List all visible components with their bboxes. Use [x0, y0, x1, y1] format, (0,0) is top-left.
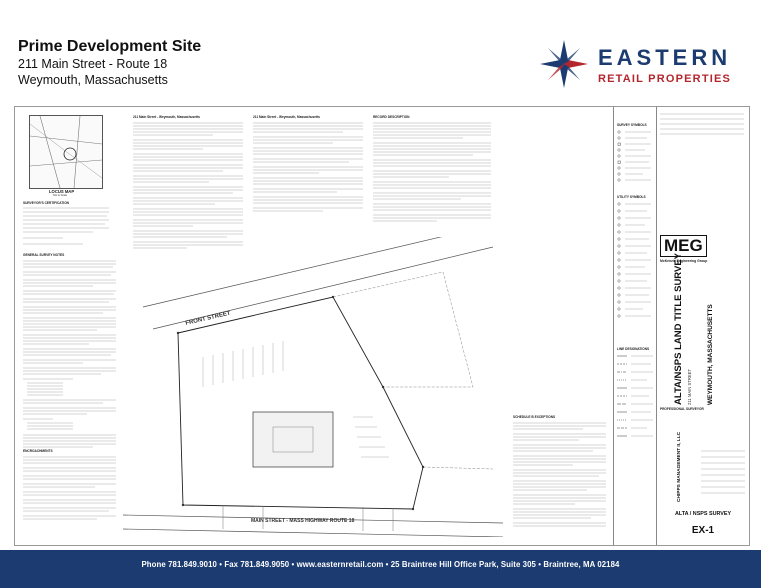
front-street-label: FRONT STREET: [185, 310, 232, 327]
main-street-label: MAIN STREET - MASS HIGHWAY ROUTE 18: [251, 518, 355, 524]
surveyor-cert-heading: SURVEYOR'S CERTIFICATION: [23, 201, 69, 205]
survey-symbols-list: [617, 129, 655, 189]
schedule-b-text-block: [513, 421, 608, 539]
front-street-line-north: [143, 237, 483, 307]
encroachments-heading: ENCROACHMENTS: [23, 449, 53, 453]
sheet-info-table: [701, 447, 747, 505]
deed-ref-1-heading: 211 Main Street - Weymouth, Massachusetts: [133, 115, 200, 119]
page-title: Prime Development Site: [18, 38, 202, 55]
encroachments-text-block: [23, 455, 118, 535]
building-footprint: [253, 412, 333, 467]
line-designations-list: [617, 353, 655, 449]
line-designations-heading: LINE DESIGNATIONS: [617, 347, 650, 351]
locus-label: LOCUS MAP: [49, 189, 75, 194]
address-line-2: Weymouth, Massachusetts: [18, 73, 168, 87]
address-line-1: 211 Main Street - Route 18: [18, 57, 168, 71]
locus-map-drawing-icon: [30, 116, 102, 188]
survey-sub-1: 211 MAIN STREET: [687, 369, 692, 405]
legend-column: [613, 107, 657, 545]
survey-sub-2: WEYMOUTH, MASSACHUSETTS: [707, 304, 714, 405]
footer-bar: [0, 550, 761, 588]
surveyor-cert-text-block: [23, 206, 111, 248]
professional-surveyor-label: PROFESSIONAL SURVEYOR: [660, 407, 704, 411]
survey-symbols-heading: SURVEY SYMBOLS: [617, 123, 647, 127]
survey-plan-drawing: [123, 237, 503, 537]
utility-symbols-heading: UTILITY SYMBOLS: [617, 195, 646, 199]
property-boundary: [178, 297, 423, 509]
deed-ref-2-text-block: [253, 121, 365, 241]
record-desc-heading: RECORD DESCRIPTION: [373, 115, 410, 119]
client-name: CHIPPS MANAGEMENT II, LLC: [677, 431, 682, 502]
survey-sheet: [14, 106, 750, 546]
survey-title: ALTA/NSPS LAND TITLE SURVEY: [673, 252, 684, 405]
title-block: [656, 107, 750, 545]
locus-sublabel: Not to Scale: [53, 194, 68, 197]
sheet-number: EX-1: [691, 525, 715, 536]
main-street-line-south: [123, 529, 503, 537]
revision-table: [660, 111, 746, 139]
deed-ref-2-heading: 211 Main Street - Weymouth, Massachusetts: [253, 115, 320, 119]
record-desc-text-block: [373, 121, 493, 237]
meg-subtitle: McKenzie Engineering Group: [660, 259, 708, 263]
meg-mark: MEG: [660, 235, 707, 257]
schedule-b-heading: SCHEDULE B EXCEPTIONS: [513, 415, 556, 419]
sheet-title: ALTA / NSPS SURVEY: [674, 511, 732, 517]
eastern-logo: [538, 40, 748, 90]
brand-name-top: EASTERN: [598, 45, 732, 70]
locus-map: [29, 115, 103, 189]
general-notes-heading: GENERAL SURVEY NOTES: [23, 253, 65, 257]
compass-star-icon: [538, 38, 590, 90]
footer-contact: Phone 781.849.9010 • Fax 781.849.9050 • www.easternretail.com • 25 Braintree Hill Office Park, Suite 305 • Braintree, MA 02184: [141, 560, 620, 569]
brand-name-bottom: RETAIL PROPERTIES: [598, 73, 732, 85]
utility-symbols-list: [617, 201, 655, 331]
